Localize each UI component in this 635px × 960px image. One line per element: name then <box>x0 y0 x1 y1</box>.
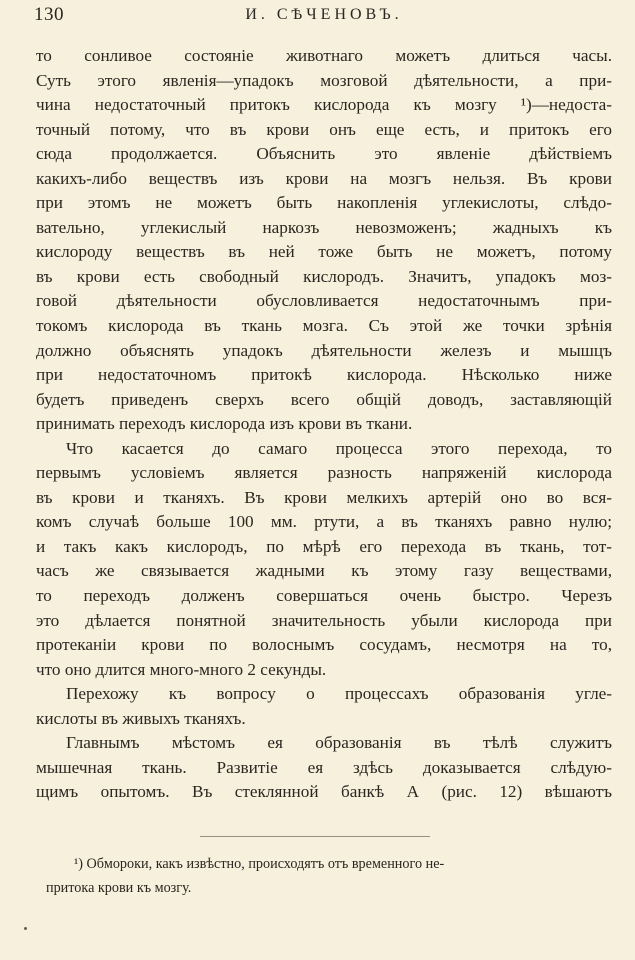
paragraph-end-line: принимать переходъ кислорода изъ крови въ ткани. <box>36 414 413 434</box>
footnote <box>46 852 612 900</box>
text-line: сюда продолжается. Объяснить это явленіе дѣйствіемъ <box>36 144 612 164</box>
footnote-line: ¹) Обмороки, какъ извѣстно, происходятъ отъ временного не- <box>74 856 445 872</box>
text-line: то переходъ долженъ совершаться очень быстро. Черезъ <box>36 586 612 606</box>
footnote-line: притока крови къ мозгу. <box>46 880 192 896</box>
text-line: часъ же связывается жадными къ этому газу веществами, <box>36 561 612 581</box>
text-line: это дѣлается понятной значительность убыли кислорода при <box>36 610 612 630</box>
text-line: Суть этого явленія—упадокъ мозговой дѣятельности, а при- <box>36 70 612 90</box>
page-number: 130 <box>34 4 64 25</box>
text-line: въ крови есть свободный кислородъ. Значитъ, упадокъ моз- <box>36 266 612 286</box>
text-line: будетъ приведенъ сверхъ всего общій доводъ, заставляющій <box>36 389 612 409</box>
text-line: то сонливое состояніе животнаго можетъ длиться часы. <box>36 46 612 65</box>
paragraph-end-line: что оно длится много-много 2 секунды. <box>36 659 327 679</box>
paragraph-start-line: Что касается до самаго процесса этого перехода, то <box>66 438 612 458</box>
text-line: мышечная ткань. Развитіе ея здѣсь доказывается слѣдую- <box>36 757 612 777</box>
paragraph-start-line: Главнымъ мѣстомъ ея образованія въ тѣлѣ служитъ <box>66 733 612 753</box>
text-line: вательно, углекислый наркозъ невозможенъ; жадныхъ къ <box>36 217 612 237</box>
page-header <box>34 4 614 30</box>
paper-speck <box>24 927 27 930</box>
text-line: должно объяснять упадокъ дѣятельности железъ и мышцъ <box>36 340 612 360</box>
paragraph-end-line: кислоты въ живыхъ тканяхъ. <box>36 708 246 728</box>
text-line: при недостаточномъ притокѣ кислорода. Нѣсколько ниже <box>36 365 612 385</box>
text-line: протеканіи крови по волоснымъ сосудамъ, несмотря на то, <box>36 635 612 655</box>
text-line: чина недостаточный притокъ кислорода къ мозгу ¹)—недоста- <box>36 95 612 115</box>
text-line: точный потому, что въ крови онъ еще есть, и притокъ его <box>36 119 612 139</box>
text-line: токомъ кислорода въ ткань мозга. Съ этой же точки зрѣнія <box>36 316 612 336</box>
text-line: при этомъ не можетъ быть накопленія углекислоты, слѣдо- <box>36 193 612 213</box>
text-line: первымъ условіемъ является разность напряженій кислорода <box>36 463 612 483</box>
running-head: И. СѢЧЕНОВЪ. <box>245 6 403 23</box>
text-line: и такъ какъ кислородъ, по мѣрѣ его перехода въ ткань, тот- <box>36 536 612 556</box>
text-line: какихъ-либо веществъ изъ крови на мозгъ нельзя. Въ крови <box>36 168 612 188</box>
footnote-divider <box>200 836 430 837</box>
text-line: говой дѣятельности обусловливается недостаточнымъ при- <box>36 291 612 311</box>
text-line: кислороду веществъ въ ней тоже быть не можетъ, потому <box>36 242 612 262</box>
text-line: комъ случаѣ больше 100 мм. ртути, а въ тканяхъ равно нулю; <box>36 512 612 532</box>
text-line: щимъ опытомъ. Въ стеклянной банкѣ А (рис. 12) вѣшаютъ <box>36 782 612 802</box>
text-line: въ крови и тканяхъ. Въ крови мелкихъ артерій оно во вся- <box>36 487 612 507</box>
paragraph-start-line: Перехожу къ вопросу о процессахъ образованія угле- <box>66 684 612 704</box>
body-text <box>36 44 612 805</box>
